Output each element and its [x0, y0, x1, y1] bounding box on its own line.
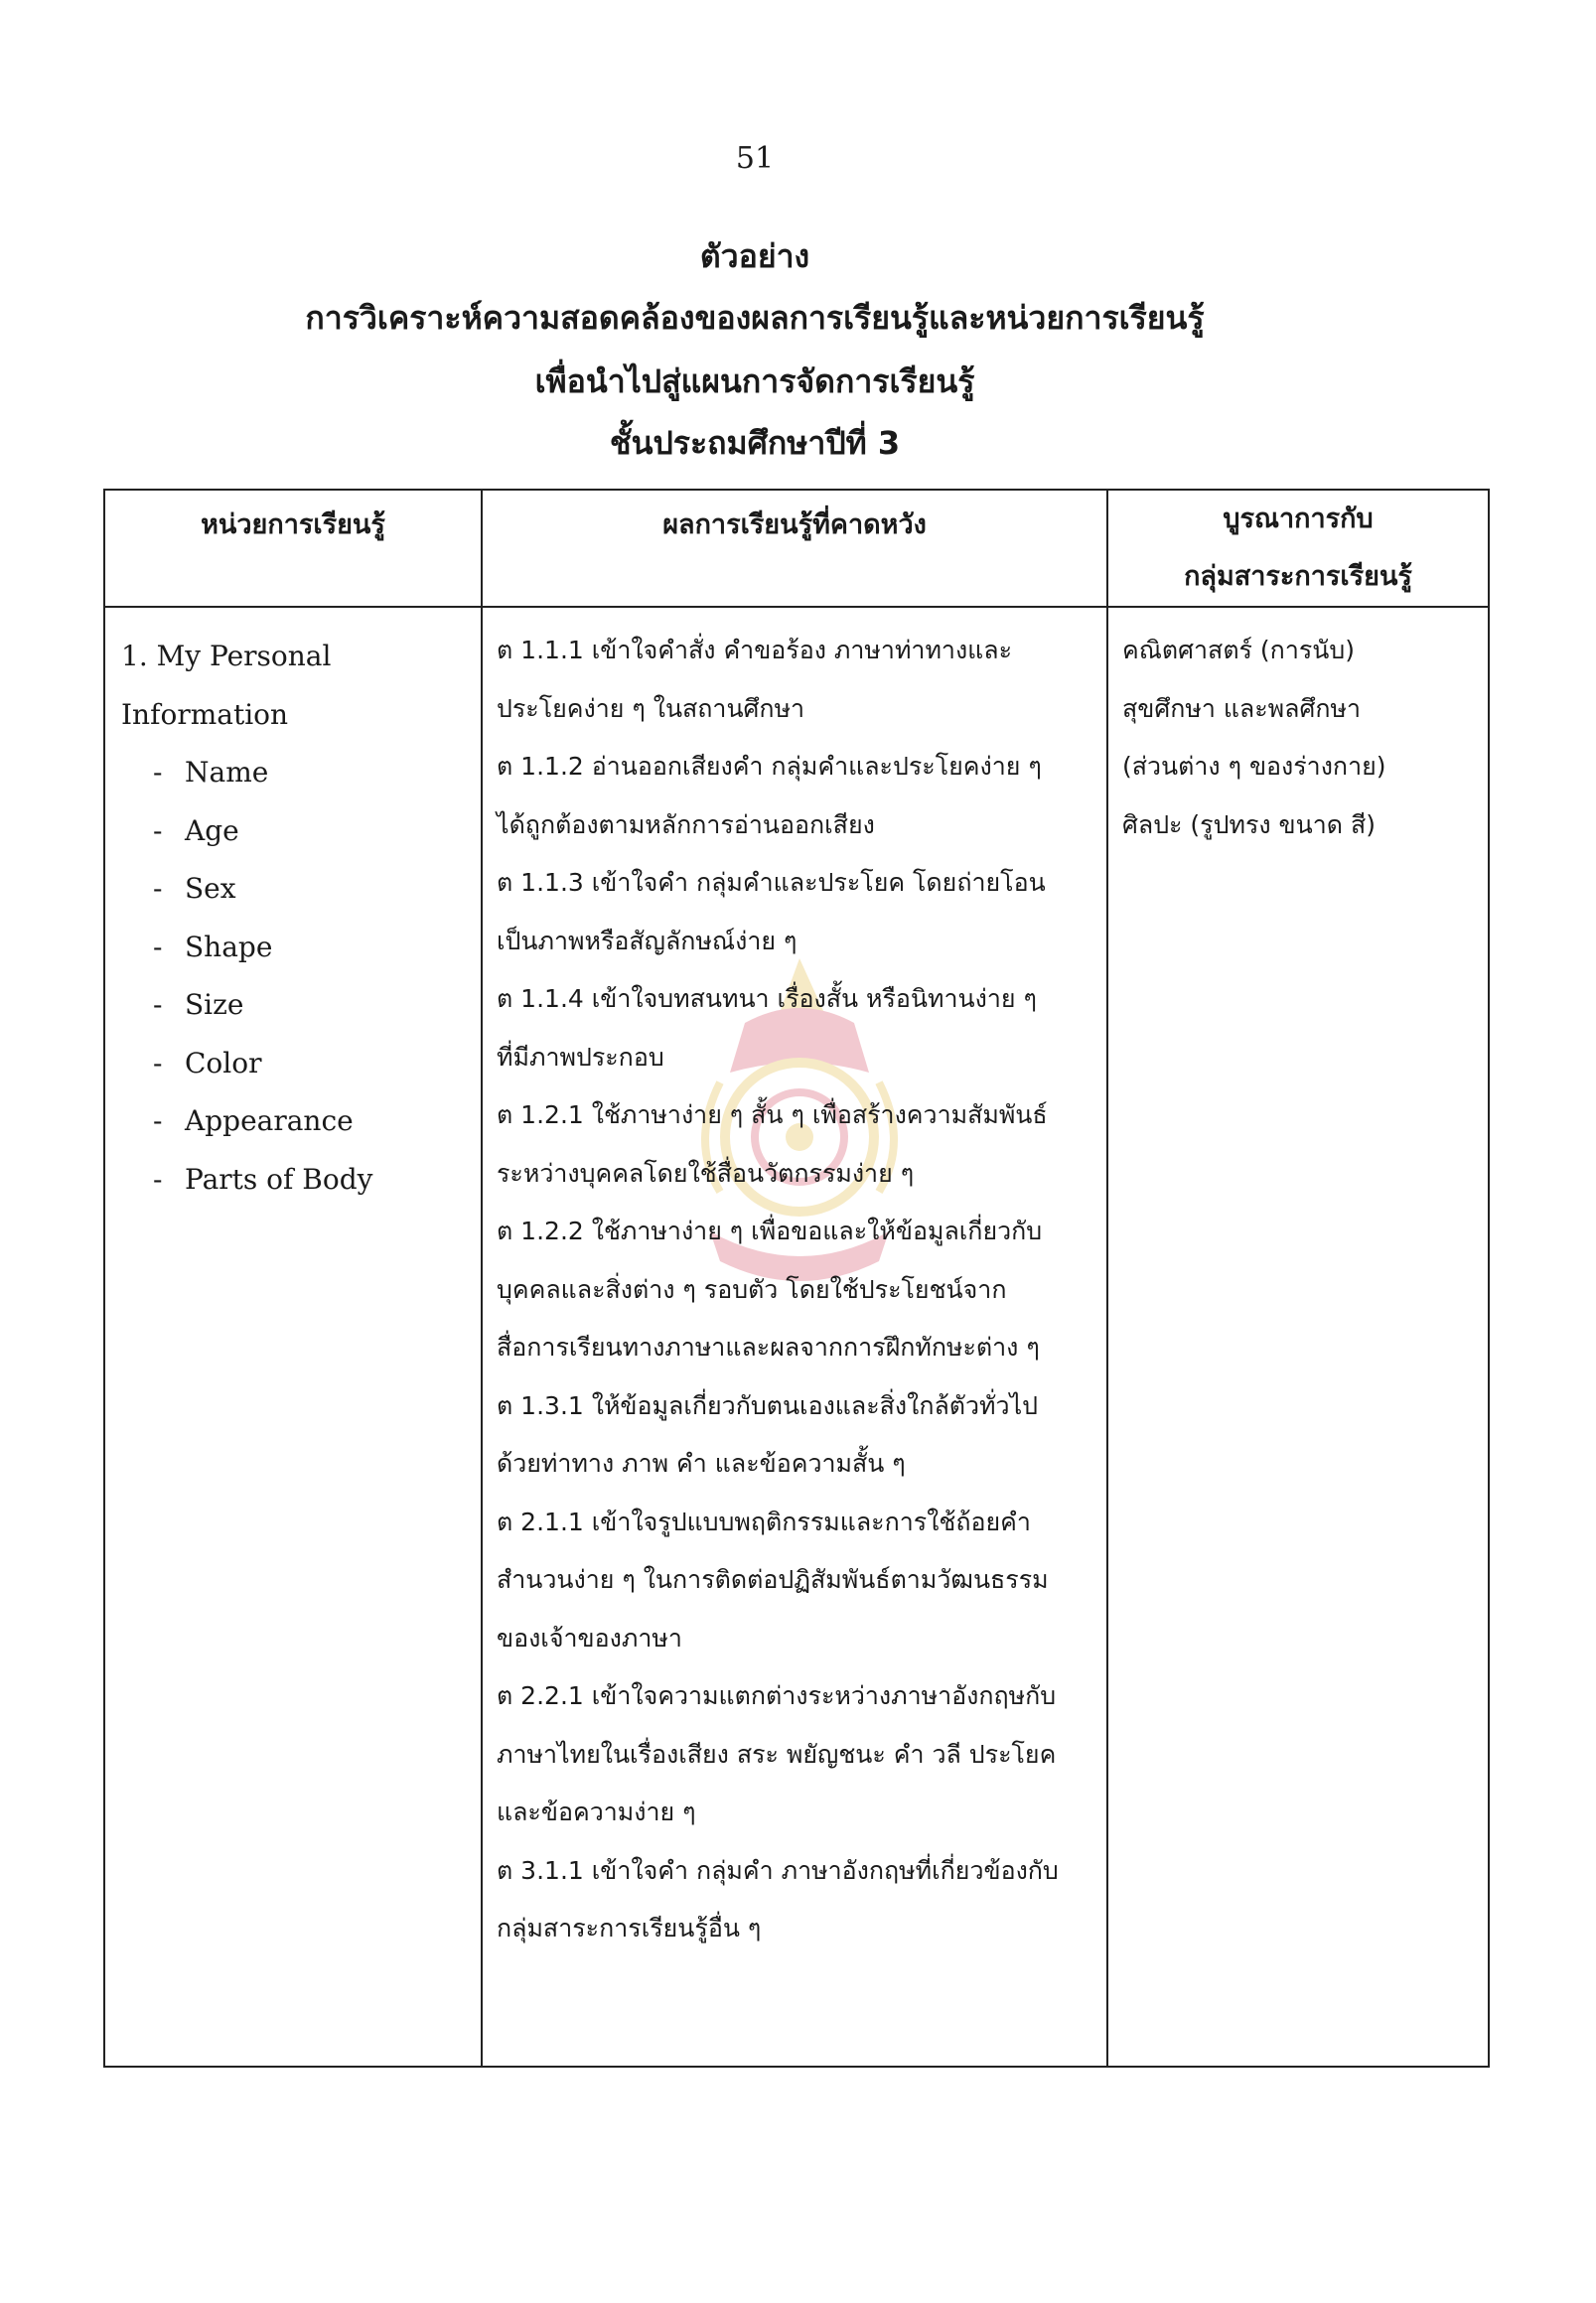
- header-unit: หน่วยการเรียนรู้: [104, 490, 482, 607]
- outcome-item: ต 1.1.2 อ่านออกเสียงคำ กลุ่มคำและประโยคง่าย ๆ ได้ถูกต้องตามหลักการอ่านออกเสียง: [497, 752, 1042, 839]
- table-row: [104, 607, 1489, 2067]
- list-item: - Name: [153, 756, 269, 789]
- outcome-item: ต 2.1.1 เข้าใจรูปแบบพฤติกรรมและการใช้ถ้อยคำ สำนวนง่าย ๆ ในการติดต่อปฏิสัมพันธ์ตามวัฒนธรรม ของเจ้าของภาษา: [497, 1507, 1049, 1653]
- outcome-item: ต 1.2.2 ใช้ภาษาง่าย ๆ เพื่อขอและให้ข้อมูลเกี่ยวกับ บุคคลและสิ่งต่าง ๆ รอบตัว โดยใช้ประโยชน์จาก สื่อการเรียนทางภาษาและผลจากการฝึกทักษะต่าง ๆ: [497, 1217, 1043, 1362]
- outcome-item: ต 1.1.1 เข้าใจคำสั่ง คำขอร้อง ภาษาท่าทางและ ประโยคง่าย ๆ ในสถานศึกษา: [497, 636, 1013, 723]
- outcomes-cell: [482, 607, 1107, 2067]
- integration-line: ศิลปะ (รูปทรง ขนาด สี): [1122, 809, 1376, 839]
- heading-analysis-title: การวิเคราะห์ความสอดคล้องของผลการเรียนรู้และหน่วยการเรียนรู้: [305, 299, 1205, 337]
- list-item: - Color: [153, 1046, 262, 1080]
- heading-lesson-plan: เพื่อนำไปสู่แผนการจัดการเรียนรู้: [534, 362, 975, 400]
- topic-list: [105, 744, 481, 1209]
- header-integration-line1: บูรณาการกับ: [1223, 504, 1374, 534]
- outcome-item: ต 1.1.3 เข้าใจคำ กลุ่มคำและประโยค โดยถ่ายโอน เป็นภาพหรือสัญลักษณ์ง่าย ๆ: [497, 868, 1046, 955]
- list-item: - Appearance: [153, 1104, 354, 1137]
- integration-line: (ส่วนต่าง ๆ ของร่างกาย): [1122, 752, 1386, 781]
- outcome-item: ต 1.3.1 ให้ข้อมูลเกี่ยวกับตนเองและสิ่งใกล้ตัวทั่วไป ด้วยท่าทาง ภาพ คำ และข้อความสั้น ๆ: [497, 1390, 1039, 1478]
- list-item: - Size: [153, 988, 244, 1021]
- outcome-item: ต 2.2.1 เข้าใจความแตกต่างระหว่างภาษาอังกฤษกับ ภาษาไทยในเรื่องเสียง สระ พยัญชนะ คำ วลี ประโยค และข้อความง่าย ๆ: [497, 1681, 1057, 1826]
- analysis-table: [103, 489, 1490, 2068]
- list-item: - Shape: [153, 930, 273, 963]
- header-integration: [1107, 490, 1489, 607]
- integration-cell: [1107, 607, 1489, 2067]
- heading-grade-level: ชั้นประถมศึกษาปีที่ 3: [609, 424, 901, 462]
- page-number: 51: [735, 141, 775, 176]
- outcome-item: ต 1.2.1 ใช้ภาษาง่าย ๆ สั้น ๆ เพื่อสร้างความสัมพันธ์ ระหว่างบุคคลโดยใช้สื่อนวัตกรรมง่าย ๆ: [497, 1100, 1048, 1188]
- heading-example: ตัวอย่าง: [699, 237, 810, 275]
- table-header-row: [104, 490, 1489, 607]
- header-integration-line2: กลุ่มสาระการเรียนรู้: [1184, 561, 1412, 592]
- integration-line: คณิตศาสตร์ (การนับ): [1122, 636, 1355, 664]
- integration-line: สุขศึกษา และพลศึกษา: [1122, 693, 1362, 723]
- unit-cell: [104, 607, 482, 2067]
- list-item: - Parts of Body: [153, 1162, 373, 1196]
- list-item: - Sex: [153, 872, 236, 905]
- header-outcomes: ผลการเรียนรู้ที่คาดหวัง: [482, 490, 1107, 607]
- outcome-item: ต 1.1.4 เข้าใจบทสนทนา เรื่องสั้น หรือนิทานง่าย ๆ ที่มีภาพประกอบ: [497, 984, 1037, 1072]
- list-item: - Age: [153, 813, 239, 847]
- outcome-item: ต 3.1.1 เข้าใจคำ กลุ่มคำ ภาษาอังกฤษที่เกี่ยวข้องกับ กลุ่มสาระการเรียนรู้อื่น ๆ: [497, 1855, 1059, 1943]
- unit-title: 1. My Personal Information: [121, 640, 332, 731]
